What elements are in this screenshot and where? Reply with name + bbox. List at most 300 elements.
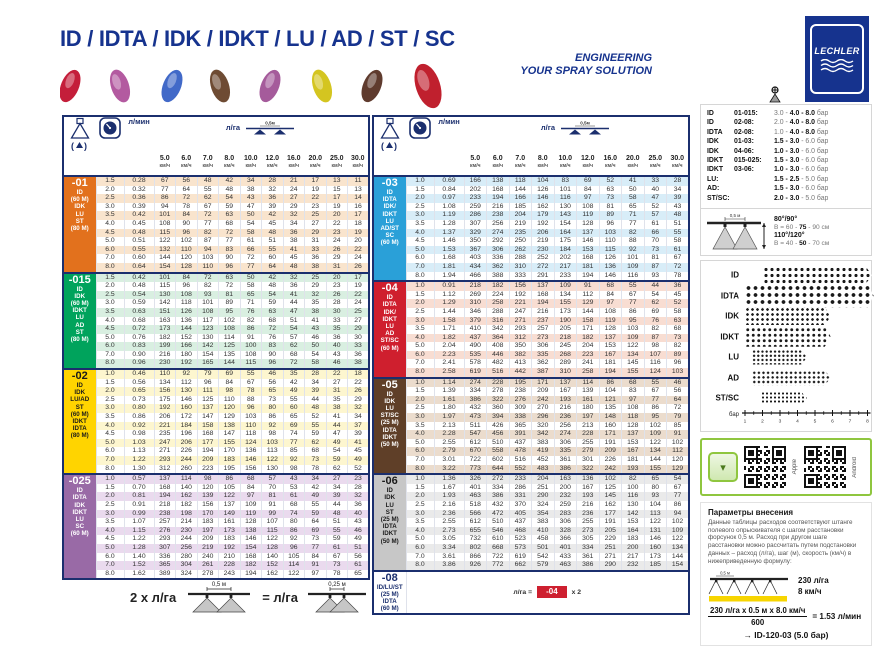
rate-cell: 233 [554, 272, 577, 282]
spec-nozzle: IDK [707, 138, 719, 146]
flow-cell: 1.40 [124, 553, 154, 562]
droplet-row [703, 265, 869, 286]
rate-cell: 136 [599, 263, 622, 272]
pressure-cell: 3.0 [96, 510, 124, 519]
example-speed: 8 км/ч [798, 587, 822, 597]
rate-cell: 216 [554, 404, 577, 413]
rate-cell: 27 [305, 220, 327, 229]
rate-cell: 115 [262, 527, 284, 536]
rate-cell: 177 [599, 510, 622, 519]
rate-cell: 115 [599, 246, 622, 255]
tagline-line1: ENGINEERING [574, 52, 652, 64]
rate-cell: 182 [240, 561, 262, 570]
rate-cell: 655 [464, 527, 487, 536]
rate-cell: 30 [326, 308, 348, 317]
qr-code-apple [744, 446, 786, 488]
nozzle-recommendation: → ID-120-03 (5.0 бар) [743, 630, 829, 641]
rate-cell: 65 [644, 474, 667, 484]
table-row [373, 447, 689, 456]
table-row [63, 282, 369, 291]
rate-cell: 68 [283, 351, 305, 360]
rate-cell: 33 [305, 246, 327, 255]
table-row [373, 203, 689, 212]
table-row [373, 272, 689, 282]
rate-cell: 34 [667, 186, 690, 195]
rate-cell: 137 [599, 334, 622, 343]
rate-cell: 57 [283, 334, 305, 343]
rate-cell: 29 [326, 254, 348, 263]
rate-cell: 76 [644, 317, 667, 326]
speed-column-header: 7.0 км/ч [197, 155, 219, 176]
rate-cell: 95 [644, 413, 667, 422]
rate-cell: 11 [348, 176, 370, 186]
rate-cell: 144 [577, 308, 600, 317]
rate-cell: 108 [240, 351, 262, 360]
rate-cell: 76 [240, 308, 262, 317]
boom-025m-icon [306, 580, 368, 614]
flow-cell: 1.03 [124, 439, 154, 448]
rate-cell: 152 [176, 334, 198, 343]
logo-text: LECHLER [814, 45, 860, 56]
rate-cell: 183 [622, 535, 645, 544]
table-row [63, 570, 369, 580]
spec-pressure-range: 3.0 - 4.0 - 8.0 бар [774, 110, 829, 117]
table-row [63, 544, 369, 553]
rate-cell: 136 [577, 474, 600, 484]
params-title: Параметры внесения [708, 508, 794, 517]
pressure-cell: 7.0 [96, 254, 124, 263]
rate-cell: 144 [667, 553, 690, 562]
rate-cell: 256 [554, 422, 577, 431]
droplet-row-label: AD [727, 373, 739, 383]
rate-cell: 463 [464, 492, 487, 501]
rate-cell: 42 [305, 484, 327, 493]
rate-cell: 41 [283, 291, 305, 300]
rate-cell: 74 [283, 510, 305, 519]
table-row [63, 527, 369, 536]
rate-cell: 36 [283, 282, 305, 291]
flow-cell: 2.55 [434, 439, 464, 448]
rate-cell: 77 [283, 439, 305, 448]
rate-cell: 156 [240, 465, 262, 475]
rate-cell: 84 [577, 186, 600, 195]
rate-cell: 41 [622, 176, 645, 186]
rate-cell: 91 [262, 501, 284, 510]
rate-cell: 107 [262, 518, 284, 527]
pressure-cell: 6.0 [96, 342, 124, 351]
rate-cell: 168 [240, 553, 262, 562]
rate-cell: 250 [509, 237, 532, 246]
size-block-label: -06 ID IDK LU ST (25 M) IDTA IDKT (50 M) [373, 474, 406, 571]
rate-cell: 130 [554, 203, 577, 212]
rate-cell: 182 [154, 334, 176, 343]
rate-cell: 394 [487, 413, 510, 422]
rate-cell: 161 [577, 396, 600, 405]
rate-cell: 262 [509, 246, 532, 255]
rate-cell: 33 [326, 317, 348, 326]
application-parameters [700, 502, 872, 646]
rate-cell: 53 [283, 484, 305, 493]
rate-cell: 185 [644, 561, 667, 571]
rate-cell: 336 [487, 254, 510, 263]
droplet-row-label: IDTA [720, 291, 739, 301]
droplet-row [703, 327, 869, 348]
rate-cell: 123 [197, 325, 219, 334]
rate-cell: 386 [464, 396, 487, 405]
flow-cell: 0.91 [124, 501, 154, 510]
rate-cell: 18 [348, 220, 370, 229]
spray-nozzle-icon [766, 86, 784, 104]
height-2: B = 40 - 50 - 70 см [774, 240, 830, 248]
rate-cell: 77 [305, 544, 327, 553]
rate-cell: 45 [283, 254, 305, 263]
rate-cell: 235 [154, 430, 176, 439]
rate-cell: 39 [305, 387, 327, 396]
rate-cell: 195 [219, 465, 241, 475]
rate-cell: 86 [154, 194, 176, 203]
rate-cell: 163 [154, 317, 176, 326]
rate-cell: 193 [577, 492, 600, 501]
rate-cell: 107 [644, 351, 667, 360]
rate-cell: 60 [283, 404, 305, 413]
rate-cell: 139 [577, 387, 600, 396]
rate-cell: 546 [487, 527, 510, 536]
flow-cell: 2.79 [434, 447, 464, 456]
fan-nozzle-icon [379, 117, 401, 151]
boom-05m-header-icon [559, 120, 611, 135]
rate-cell: 192 [154, 404, 176, 413]
flow-cell: 2.58 [434, 368, 464, 378]
table-row [373, 229, 689, 238]
rate-cell: 58 [240, 229, 262, 238]
table-row [373, 456, 689, 465]
flow-cell: 1.67 [434, 484, 464, 493]
speed-column-header: 30.0 км/ч [348, 155, 370, 176]
rate-cell: 73 [644, 246, 667, 255]
spec-pressure-range: 1.0 - 3.0 - 6.0 бар [774, 166, 829, 174]
rate-cell: 233 [464, 194, 487, 203]
rate-cell: 276 [509, 396, 532, 405]
nozzle-photo-6 [308, 67, 336, 105]
boom-height-icon [705, 212, 769, 252]
rate-cell: 111 [197, 387, 219, 396]
rate-cell: 105 [283, 553, 305, 562]
pressure-cell: 3.5 [406, 220, 434, 229]
flow-cell: 0.69 [434, 176, 464, 186]
rate-cell: 86 [622, 308, 645, 317]
rate-cell: 108 [197, 308, 219, 317]
speed-column-header: 10.0 км/ч [554, 155, 577, 176]
rate-cell: 38 [240, 186, 262, 195]
nozzle-photo-7 [357, 67, 386, 105]
rate-cell: 213 [577, 422, 600, 431]
droplet-row [703, 286, 869, 307]
nozzle-photo-4 [206, 67, 234, 105]
flow-cell: 2.28 [434, 430, 464, 439]
spec-nozzle: ID [707, 110, 714, 117]
pressure-cell: 2.0 [406, 194, 434, 203]
rate-cell: 334 [577, 544, 600, 553]
pressure-column-header [96, 116, 124, 176]
spec-pressure-range: 1.0 - 3.0 - 6.0 бар [774, 147, 829, 155]
pressure-cell: 4.5 [96, 229, 124, 238]
rate-cell: 68 [262, 317, 284, 326]
table-row [373, 439, 689, 448]
pressure-cell: 8.0 [96, 263, 124, 273]
qr-code-android [804, 446, 846, 488]
table-row [63, 447, 369, 456]
rate-cell: 152 [262, 561, 284, 570]
rate-cell: 48 [197, 176, 219, 186]
rate-cell: 259 [554, 501, 577, 510]
table-row [373, 430, 689, 439]
droplet-row [703, 306, 869, 327]
rate-cell: 95 [219, 308, 241, 317]
rate-cell: 59 [305, 430, 327, 439]
lechler-app-icon: ▾ [708, 452, 738, 482]
rate-cell: 112 [176, 379, 198, 388]
rate-cell: 252 [532, 254, 555, 263]
rate-cell: 273 [577, 527, 600, 536]
flow-cell: 1.12 [434, 291, 464, 300]
rate-cell: 13 [348, 186, 370, 195]
spec-sizes [734, 195, 774, 204]
rate-cell: 342 [532, 430, 555, 439]
rate-cell: 466 [464, 272, 487, 282]
flow-cell: 0.46 [124, 369, 154, 379]
rate-cell: 36 [348, 501, 370, 510]
table-row [63, 518, 369, 527]
rate-cell: 670 [464, 447, 487, 456]
rate-cell: 306 [487, 246, 510, 255]
rate-cell: 97 [622, 396, 645, 405]
rate-cell: 116 [554, 194, 577, 203]
rate-cell: 29 [283, 203, 305, 212]
rate-cell: 96 [219, 263, 241, 273]
rate-cell: 184 [554, 246, 577, 255]
rate-cell: 162 [532, 203, 555, 212]
rate-cell: 166 [176, 342, 198, 351]
pressure-cell: 4.5 [96, 325, 124, 334]
rate-cell: 35 [283, 369, 305, 379]
flow-cell: 1.22 [124, 535, 154, 544]
rate-cell: 269 [464, 291, 487, 300]
rate-cell: 389 [154, 570, 176, 580]
rate-cell: 82 [644, 325, 667, 334]
rate-cell: 44 [326, 422, 348, 431]
rate-cell: 662 [509, 561, 532, 571]
rate-cell: 96 [283, 544, 305, 553]
pressure-gauge-icon [99, 117, 121, 139]
pressure-cell: 8.0 [406, 465, 434, 475]
rate-cell: 83 [622, 387, 645, 396]
nozzle-column-header [373, 116, 406, 176]
size-block-label: -08 ID/LU/ST (25 M) IDTA (60 M) [373, 571, 406, 614]
table-row [373, 186, 689, 195]
table-row [373, 510, 689, 519]
rate-cell: 256 [487, 220, 510, 229]
pressure-cell: 6.0 [96, 246, 124, 255]
rate-cell: 73 [667, 334, 690, 343]
rate-cell: 370 [509, 501, 532, 510]
droplet-range-arrow [763, 267, 872, 284]
rate-cell: 59 [305, 510, 327, 519]
rate-cell: 274 [464, 378, 487, 388]
rate-cell: 52 [644, 203, 667, 212]
rate-cell: 230 [176, 527, 198, 536]
table-row [373, 465, 689, 475]
rate-cell: 547 [464, 430, 487, 439]
rate-cell: 102 [219, 317, 241, 326]
rate-cell: 85 [283, 447, 305, 456]
rate-cell: 192 [219, 544, 241, 553]
rate-cell: 72 [197, 273, 219, 283]
rate-cell: 162 [176, 492, 198, 501]
flow-cell: 0.72 [124, 325, 154, 334]
rate-cell: 232 [554, 492, 577, 501]
table-row [63, 510, 369, 519]
speed-column-header: 25.0 км/ч [644, 155, 667, 176]
boom1-label: 0,5 м [212, 582, 227, 588]
rate-cell: 63 [667, 317, 690, 326]
rate-cell: 478 [509, 447, 532, 456]
rate-cell: 36 [305, 254, 327, 263]
speed-column-header: 10.0 км/ч [240, 155, 262, 176]
speed-column-header: 20.0 км/ч [305, 155, 327, 176]
rate-cell: 25 [305, 273, 327, 283]
rate-cell: 153 [622, 518, 645, 527]
rate-cell: 209 [532, 387, 555, 396]
qr-apple-label: Apple [792, 459, 798, 475]
rate-cell: 58 [305, 359, 327, 369]
spec-pressure-range: 2.0 - 4.0 - 8.0 бар [774, 119, 829, 127]
pressure-cell: 3.5 [96, 211, 124, 220]
rate-cell: 46 [305, 334, 327, 343]
rate-cell: 206 [154, 413, 176, 422]
nozzle-photo-2 [106, 67, 134, 105]
table-row [373, 351, 689, 360]
rate-cell: 238 [487, 211, 510, 220]
rate-cell: 24 [348, 299, 370, 308]
rate-cell: 216 [577, 501, 600, 510]
rate-cell: 200 [554, 484, 577, 493]
svg-text:): ) [394, 141, 397, 151]
rate-cell: 154 [197, 351, 219, 360]
flow-cell: 0.64 [124, 263, 154, 273]
rate-cell: 619 [464, 368, 487, 378]
rate-cell: 387 [532, 368, 555, 378]
rate-cell: 25 [348, 308, 370, 317]
rate-cell: 142 [197, 342, 219, 351]
rate-cell: 137 [532, 281, 555, 291]
rate-cell: 153 [599, 342, 622, 351]
rate-cell: 84 [240, 484, 262, 493]
rate-cell: 32 [305, 291, 327, 300]
rate-cell: 612 [464, 518, 487, 527]
pressure-cell: 4.0 [96, 317, 124, 326]
speed-column-header: 20.0 км/ч [622, 155, 645, 176]
rate-cell: 103 [240, 413, 262, 422]
pressure-cell: 1.5 [96, 273, 124, 283]
rate-cell: 276 [154, 527, 176, 536]
table-row [373, 325, 689, 334]
rate-cell: 20 [326, 273, 348, 283]
rate-cell: 35 [305, 299, 327, 308]
pressure-cell: 8.0 [96, 359, 124, 369]
table-row [373, 246, 689, 255]
flow-cell: 1.14 [434, 378, 464, 388]
rate-cell: 27 [326, 474, 348, 484]
rate-cell: 305 [577, 535, 600, 544]
rate-cell: 91 [240, 334, 262, 343]
table-row [63, 396, 369, 405]
rate-cell: 361 [554, 456, 577, 465]
rate-cell: 44 [644, 281, 667, 291]
rate-cell: 31 [305, 237, 327, 246]
svg-text:3: 3 [778, 419, 782, 424]
rate-cell: 236 [577, 510, 600, 519]
pressure-cell: 2.5 [96, 501, 124, 510]
rate-cell: 192 [509, 291, 532, 300]
rate-cell: 21 [283, 176, 305, 186]
flow-cell: 1.36 [434, 474, 464, 484]
rate-cell: 490 [464, 342, 487, 351]
rate-cell: 156 [197, 501, 219, 510]
flow-cell: 0.51 [124, 237, 154, 246]
rate-cell: 119 [577, 211, 600, 220]
rate-cell: 162 [262, 570, 284, 580]
rate-cell: 77 [197, 220, 219, 229]
rate-cell: 109 [554, 281, 577, 291]
rate-cell: 36 [667, 281, 690, 291]
rate-cell: 90 [219, 254, 241, 263]
rate-cell: 50 [622, 186, 645, 195]
rate-cell: 238 [509, 387, 532, 396]
rate-cell: 578 [464, 359, 487, 368]
rate-cell: 31 [326, 387, 348, 396]
table-row [373, 387, 689, 396]
rate-cell: 66 [644, 229, 667, 238]
rate-cell: 30 [348, 334, 370, 343]
rate-cell: 147 [197, 413, 219, 422]
rate-cell: 116 [644, 359, 667, 368]
rate-cell: 61 [348, 561, 370, 570]
flow-cell: 1.61 [434, 396, 464, 405]
rate-cell: 115 [154, 282, 176, 291]
rate-cell: 173 [644, 553, 667, 562]
rate-cell: 29 [305, 282, 327, 291]
rate-cell: 147 [219, 430, 241, 439]
boom-05m-icon [184, 580, 254, 614]
rate-cell: 92 [176, 369, 198, 379]
pressure-cell: 8.0 [96, 465, 124, 475]
rate-cell: 65 [283, 413, 305, 422]
rate-cell: 310 [509, 263, 532, 272]
spec-nozzle: LU: [707, 175, 719, 183]
rate-cell: 322 [577, 465, 600, 475]
rate-cell: 354 [532, 510, 555, 519]
flow-cell: 2.04 [434, 342, 464, 351]
rate-cell: 78 [667, 272, 690, 282]
rate-cell: 104 [532, 176, 555, 186]
rate-cell: 523 [509, 535, 532, 544]
flow-cell: 0.32 [124, 186, 154, 195]
pressure-cell: 4.0 [406, 334, 434, 343]
pressure-cell: 3.0 [406, 317, 434, 326]
droplet-row-label: ST/SC [715, 393, 739, 403]
rate-cell: 182 [487, 281, 510, 291]
rate-cell: 223 [197, 465, 219, 475]
